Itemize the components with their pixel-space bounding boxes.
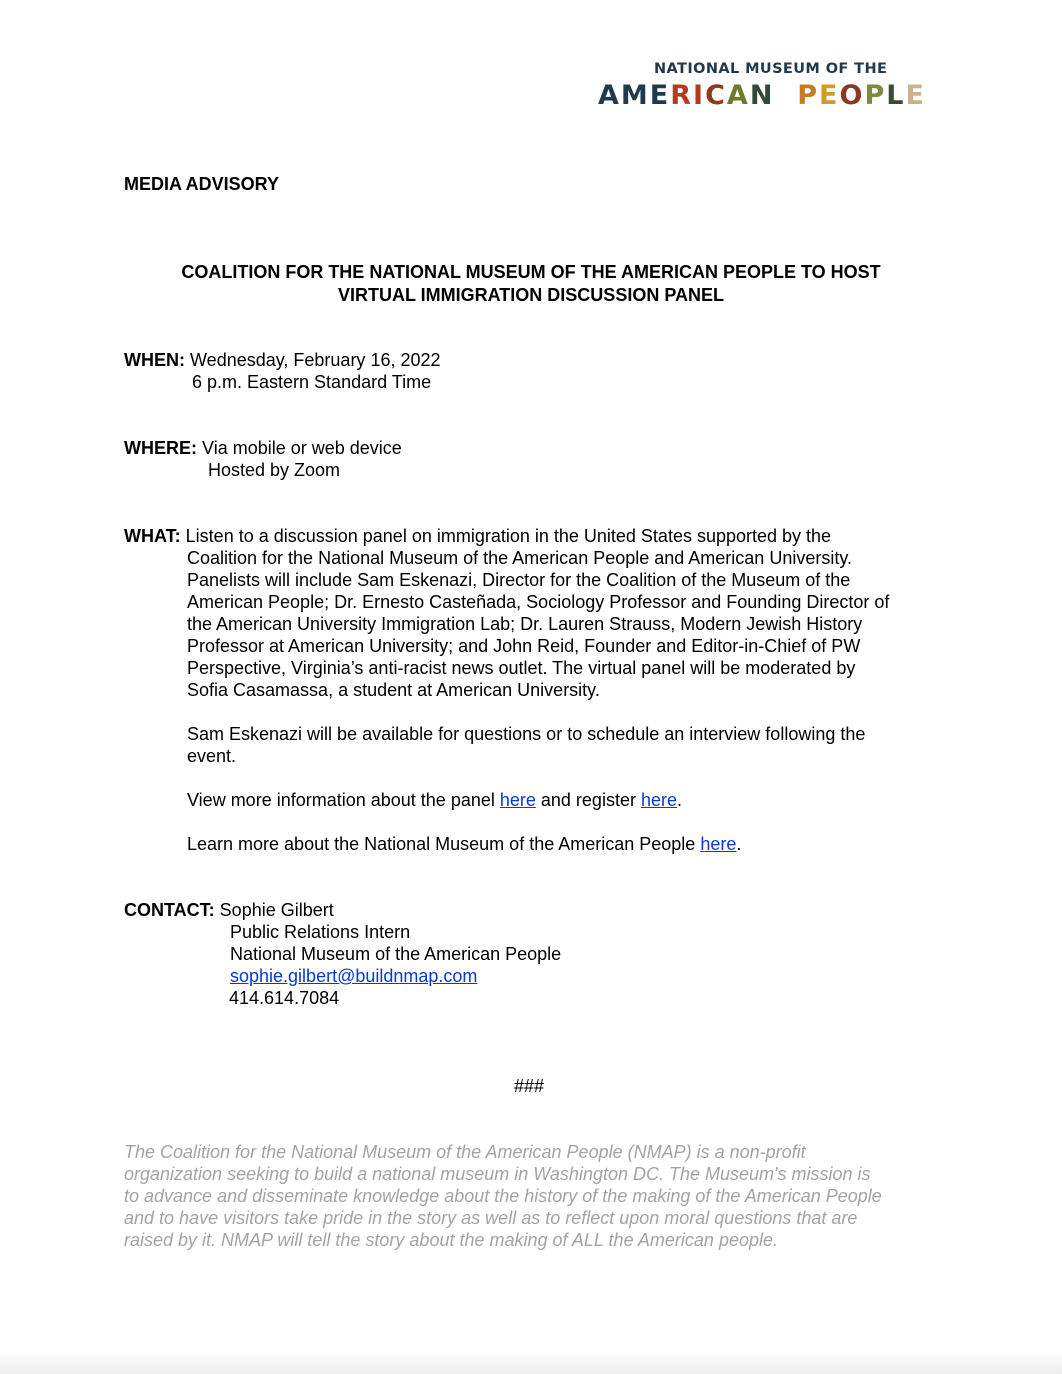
what-line: Sofia Casamassa, a student at American University. [187,680,600,700]
where-section [124,437,402,459]
logo-letter: C [705,80,727,111]
museum-logo [598,60,943,112]
logo-letter: R [670,80,694,111]
what-first-line [124,525,831,547]
contact-name: Sophie Gilbert [219,900,334,920]
period: . [736,834,742,854]
learn-more-paragraph [187,833,947,855]
when-date: Wednesday, February 16, 2022 [190,350,441,370]
what-label: WHAT: [124,526,181,546]
title-line-2: VIRTUAL IMMIGRATION DISCUSSION PANEL [337,285,724,305]
footer-line: The Coalition for the National Museum of the American People (NMAP) is a non-profit [124,1142,806,1162]
museum-info-link[interactable]: here [700,834,737,854]
logo-bottom-text [598,80,943,112]
availability-line: event. [187,746,237,766]
register-link[interactable]: here [640,790,677,810]
contact-role: Public Relations Intern [230,922,411,942]
logo-letter: P [864,80,887,111]
logo-letter: I [693,80,706,111]
title-line-1: COALITION FOR THE NATIONAL MUSEUM OF THE AMERICAN PEOPLE TO HOST [181,262,881,282]
release-title [110,261,952,307]
availability-paragraph [187,723,947,767]
contact-email-link[interactable]: sophie.gilbert@buildnmap.com [230,966,478,986]
contact-section [124,899,334,921]
what-line: the American University Immigration Lab; Dr. Lauren Strauss, Modern Jewish History [187,614,863,634]
what-line: Perspective, Virginia’s anti-racist news outlet. The virtual panel will be moderated by [187,658,856,678]
when-time: 6 p.m. Eastern Standard Time [192,372,432,392]
logo-letter: M [620,80,650,111]
what-line: Panelists will include Sam Eskenazi, Director for the Coalition of the Museum of the [187,570,851,590]
when-label: WHEN: [124,350,185,370]
logo-letter: A [726,80,750,111]
what-line: American People; Dr. Ernesto Casteñada, Sociology Professor and Founding Director of [187,592,890,612]
logo-letter: E [905,80,926,111]
logo-letter [774,80,785,111]
when-section [124,349,441,371]
more-info-paragraph [187,789,947,811]
logo-letter: O [839,80,865,111]
where-line-1: Via mobile or web device [202,438,402,458]
footer-line: organization seeking to build a national museum in Washington DC. The Museum's mission is [124,1164,871,1184]
panel-info-link[interactable]: here [499,790,536,810]
where-label: WHERE: [124,438,197,458]
period: . [676,790,682,810]
logo-letter: P [797,80,820,111]
register-text: and register [535,790,641,810]
what-line: Coalition for the National Museum of the American People and American University. [187,548,852,568]
logo-top-text: NATIONAL MUSEUM OF THE [654,61,888,77]
contact-label: CONTACT: [124,900,215,920]
contact-org: National Museum of the American People [230,944,562,964]
what-line-0: Listen to a discussion panel on immigration in the United States supported by the [185,526,832,546]
end-mark: ### [514,1076,545,1096]
logo-letter: E [649,80,671,111]
logo-letter: A [598,80,621,111]
media-advisory-heading: MEDIA ADVISORY [124,174,280,194]
footer-line: and to have visitors take pride in the story as well as to reflect upon moral questions that are [124,1208,858,1228]
availability-line: Sam Eskenazi will be available for questions or to schedule an interview following the [187,724,866,744]
what-line: Professor at American University; and John Reid, Founder and Editor-in-Chief of PW [187,636,861,656]
logo-letter: N [749,80,775,111]
footer-line: to advance and disseminate knowledge about the history of the making of the American People [124,1186,882,1206]
footer-line: raised by it. NMAP will tell the story about the making of ALL the American people. [124,1230,778,1250]
page-bottom-shadow [0,1352,1062,1374]
logo-letter [786,80,797,111]
learn-more-text: Learn more about the National Museum of the American People [187,834,701,854]
boilerplate-footer [124,1141,944,1251]
logo-letter: L [886,80,906,111]
contact-phone: 414.614.7084 [229,988,340,1008]
more-info-text: View more information about the panel [187,790,500,810]
where-line-2: Hosted by Zoom [208,460,341,480]
what-paragraph [187,547,947,701]
logo-letter: E [819,80,840,111]
